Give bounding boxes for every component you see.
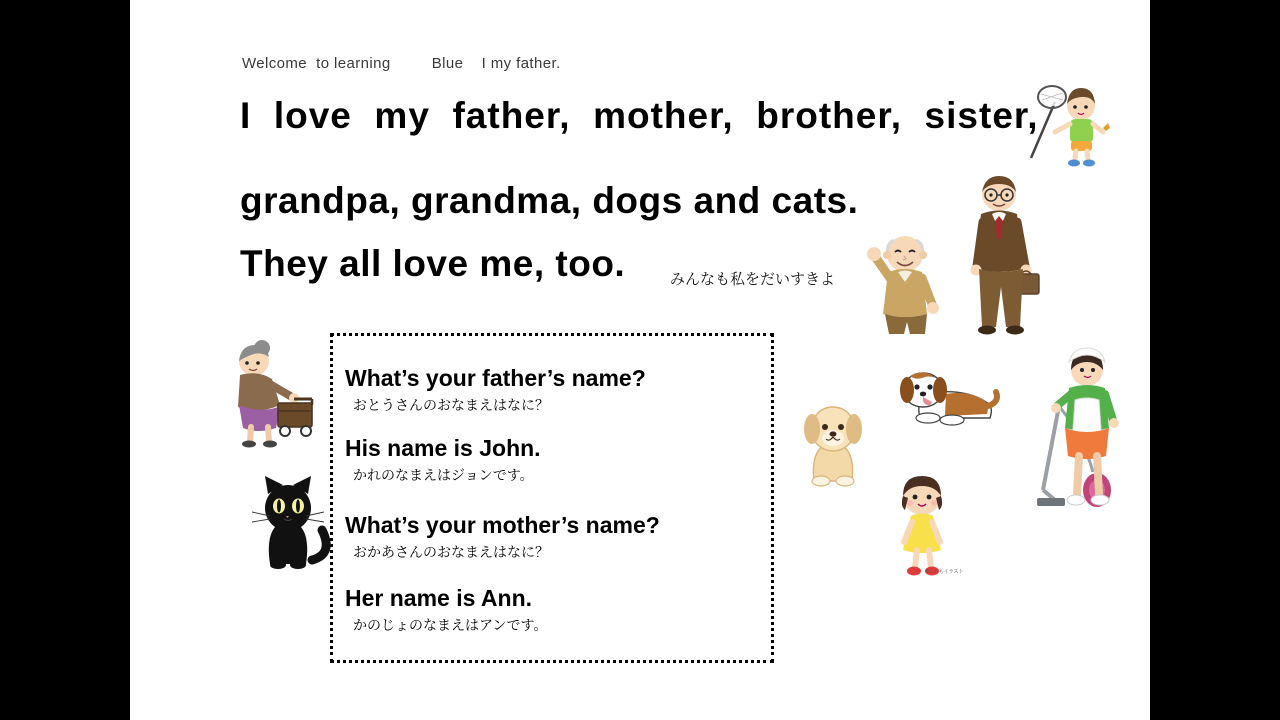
dialogue-box bbox=[330, 333, 774, 663]
dialogue-japanese: おかあさんのおなまえはなに？ bbox=[353, 544, 549, 561]
dialogue-item bbox=[345, 586, 765, 635]
boy-with-butterfly-net-illustration bbox=[1025, 80, 1115, 170]
dialogue-english: What’s your father’s name? bbox=[345, 365, 646, 391]
main-line-2: grandpa, grandma, dogs and cats. bbox=[240, 180, 859, 221]
illustration-credit: ©こどもイラスト bbox=[925, 569, 964, 575]
dialogue-japanese: おとうさんのおなまえはなに？ bbox=[353, 397, 549, 414]
dialogue-item bbox=[345, 366, 765, 415]
japanese-note: みんなも私をだいすきよ bbox=[670, 271, 836, 288]
dialogue-english: Her name is Ann. bbox=[345, 585, 533, 611]
golden-puppy-illustration bbox=[790, 395, 875, 490]
slide-header-text: Welcome to learning Blue I my father. bbox=[242, 55, 561, 72]
main-line-3: They all love me, too. bbox=[240, 243, 626, 284]
lying-dog-illustration bbox=[890, 360, 1000, 430]
dialogue-japanese: かのじょのなまえはアンです。 bbox=[353, 617, 548, 634]
dialogue-english: His name is John. bbox=[345, 435, 541, 461]
black-cat-illustration bbox=[240, 472, 335, 572]
slide-canvas bbox=[130, 0, 1150, 720]
dialogue-item bbox=[345, 513, 765, 562]
dialogue-english: What’s your mother’s name? bbox=[345, 512, 660, 538]
father-in-suit-illustration bbox=[955, 170, 1045, 345]
dialogue-japanese: かれのなまえはジョンです。 bbox=[353, 467, 534, 484]
grandpa-waving-illustration bbox=[860, 228, 950, 338]
mother-vacuuming-illustration bbox=[1035, 340, 1130, 535]
dialogue-item bbox=[345, 436, 765, 485]
main-line-1: I love my father, mother, brother, sister, bbox=[240, 95, 1039, 136]
grandma-with-walker-illustration bbox=[218, 335, 328, 450]
